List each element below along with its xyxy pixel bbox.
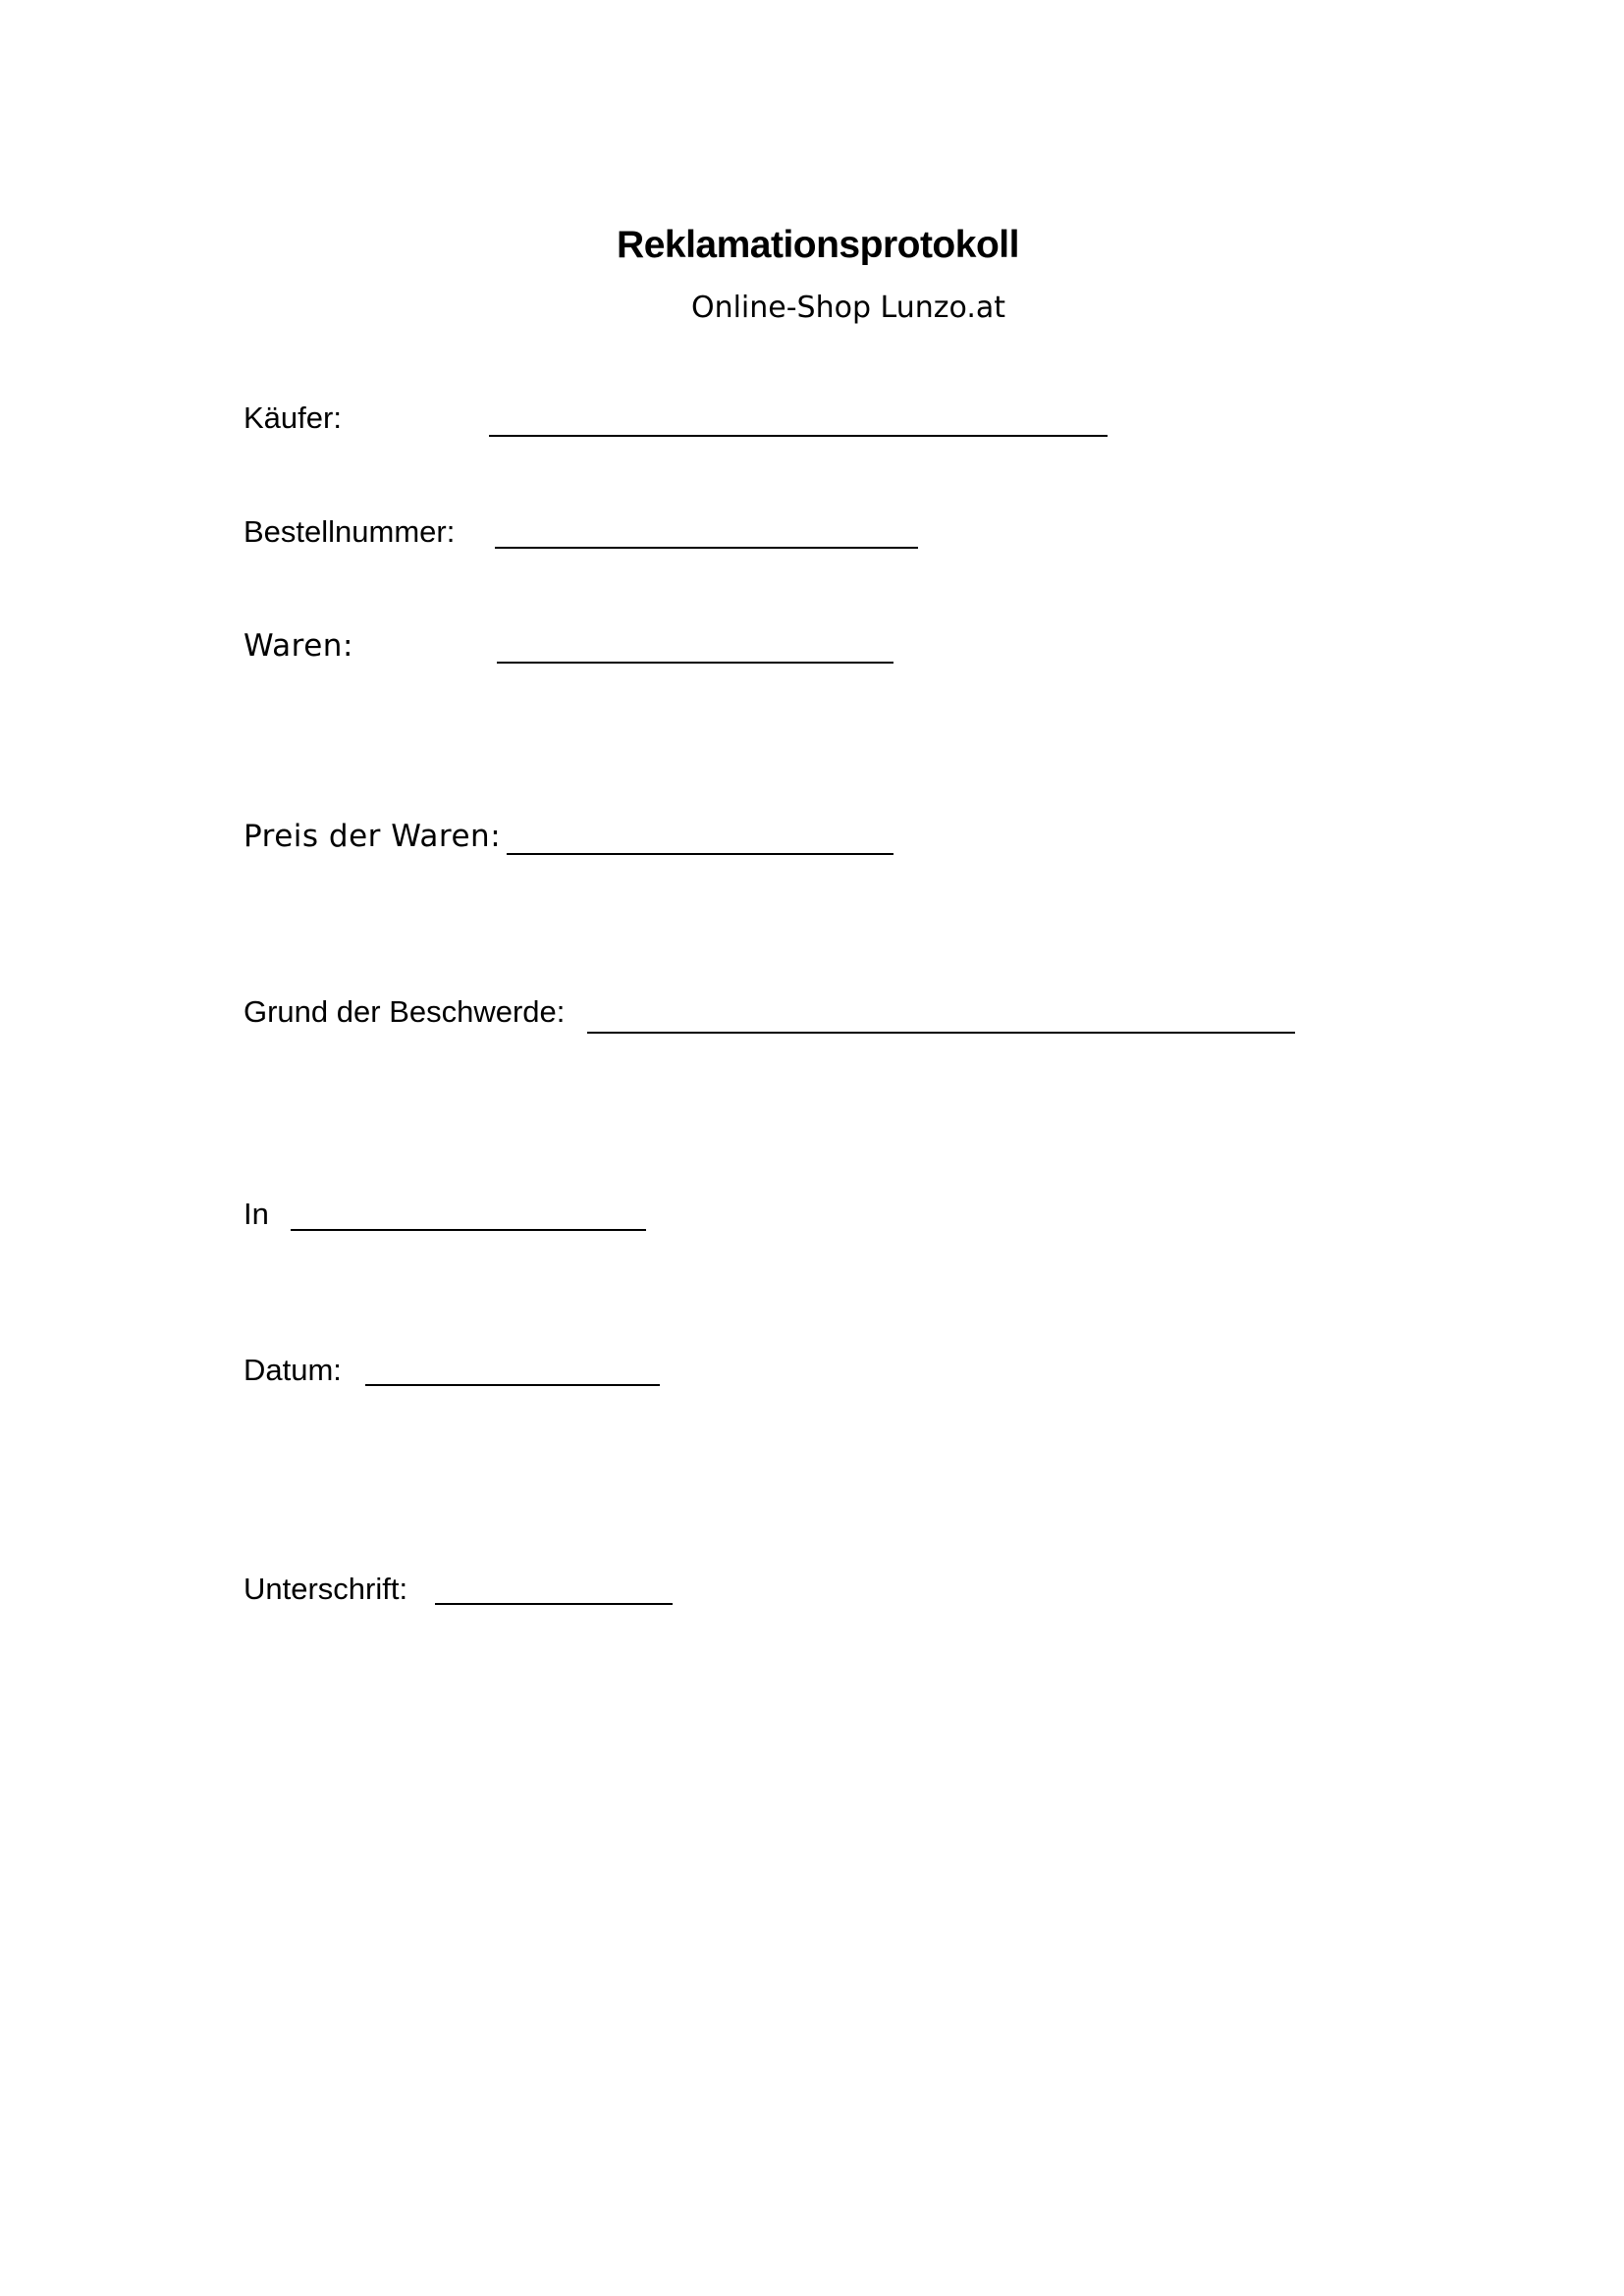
order-number-label: Bestellnummer: bbox=[244, 514, 456, 549]
buyer-label: Käufer: bbox=[244, 400, 342, 435]
reason-label: Grund der Beschwerde: bbox=[244, 994, 566, 1029]
goods-label: Waren: bbox=[244, 628, 353, 664]
document-subtitle: Online-Shop Lunzo.at bbox=[690, 291, 1006, 325]
date-label: Datum: bbox=[244, 1353, 342, 1387]
goods-field-line[interactable] bbox=[497, 662, 893, 664]
signature-field-line[interactable] bbox=[435, 1603, 673, 1605]
order-number-field-line[interactable] bbox=[495, 547, 918, 549]
place-label: In bbox=[244, 1197, 269, 1231]
price-field-line[interactable] bbox=[507, 853, 893, 855]
reason-field-line[interactable] bbox=[587, 1032, 1295, 1034]
buyer-field-line[interactable] bbox=[489, 435, 1108, 437]
signature-label: Unterschrift: bbox=[244, 1572, 408, 1606]
place-field-line[interactable] bbox=[291, 1229, 646, 1231]
document-title: Reklamationsprotokoll bbox=[617, 224, 1019, 266]
price-label: Preis der Waren: bbox=[244, 819, 502, 854]
date-field-line[interactable] bbox=[365, 1384, 660, 1386]
